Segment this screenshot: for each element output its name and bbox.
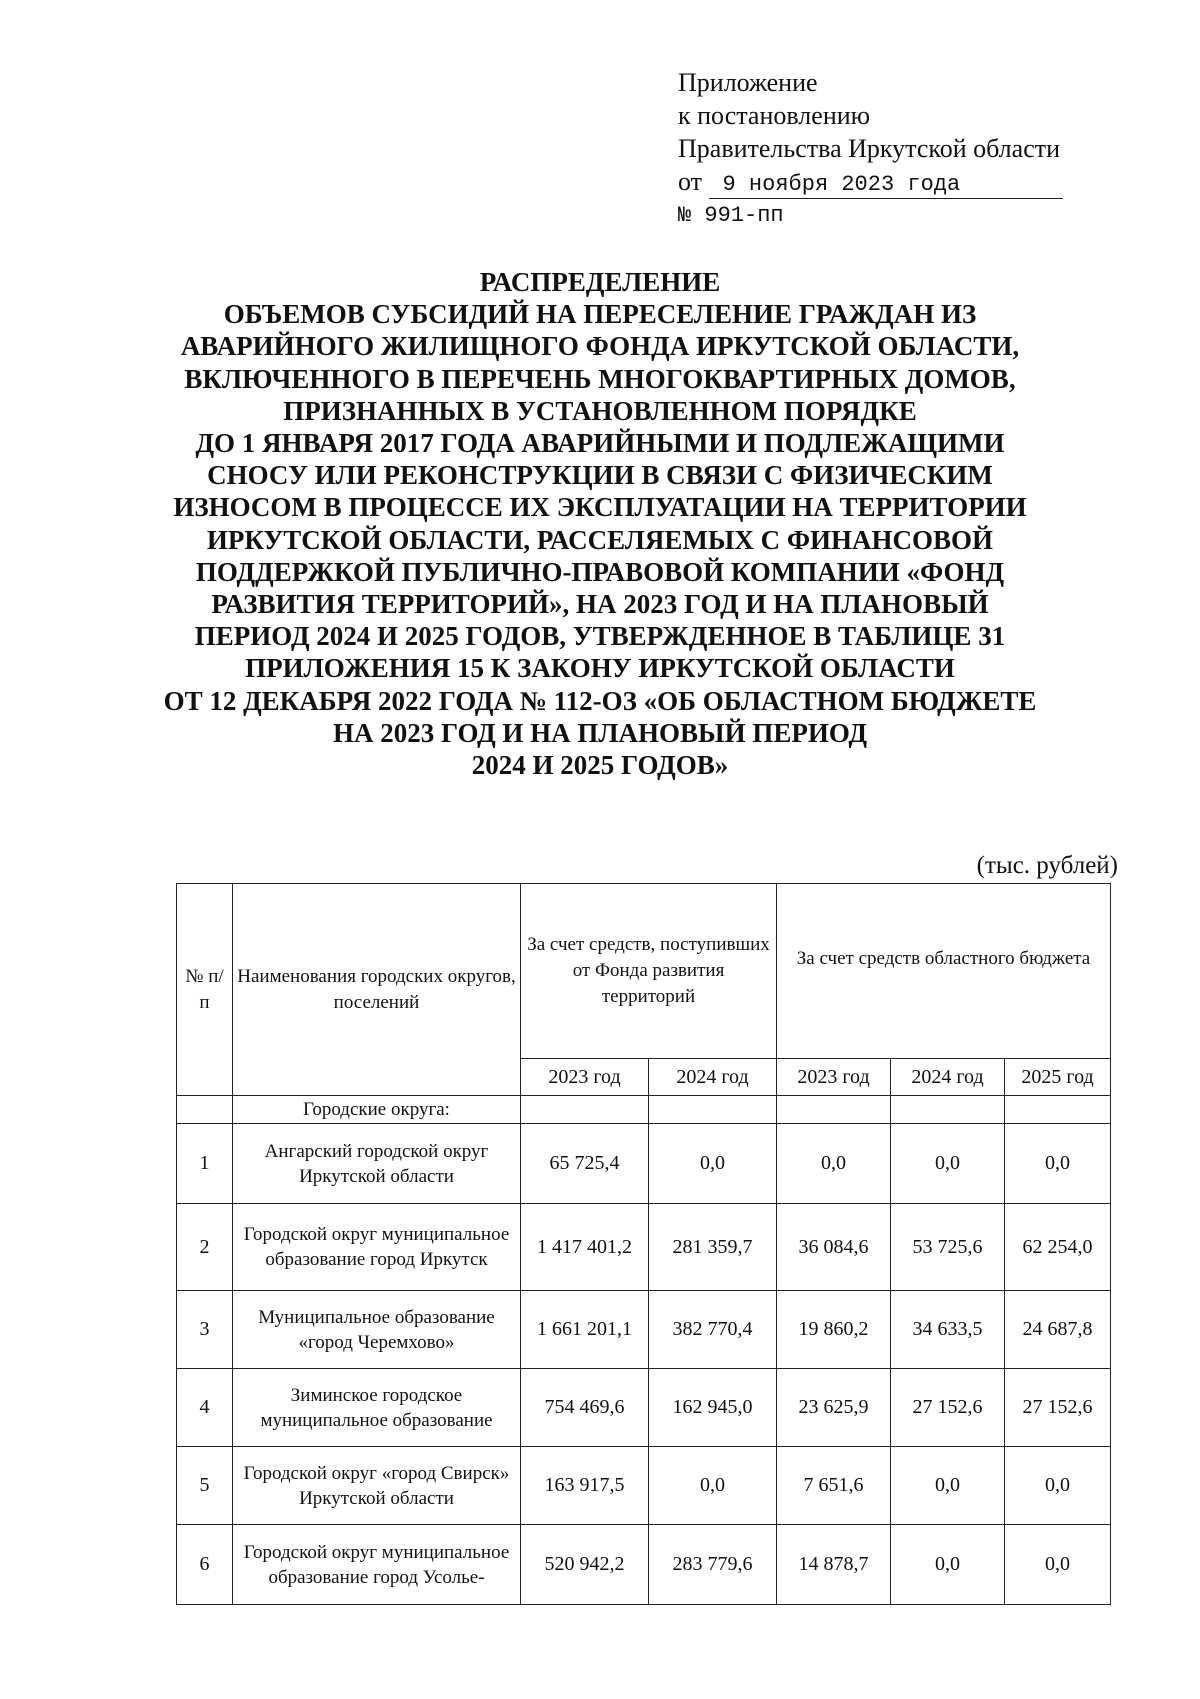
row-value: 23 625,9 xyxy=(777,1369,891,1447)
row-value: 0,0 xyxy=(891,1124,1005,1204)
subsidy-table xyxy=(176,883,1111,1605)
row-value: 1 661 201,1 xyxy=(521,1291,649,1369)
row-number: 6 xyxy=(177,1525,233,1605)
row-value: 0,0 xyxy=(1005,1124,1111,1204)
row-value: 520 942,2 xyxy=(521,1525,649,1605)
row-name: Городской округ муниципальное образование город Иркутск xyxy=(233,1204,521,1291)
row-value: 65 725,4 xyxy=(521,1124,649,1204)
title-line: ОТ 12 ДЕКАБРЯ 2022 ГОДА № 112-ОЗ «ОБ ОБЛАСТНОМ БЮДЖЕТЕ xyxy=(163,685,1037,716)
title-line: ПРИЗНАННЫХ В УСТАНОВЛЕННОМ ПОРЯДКЕ xyxy=(283,395,917,426)
row-value: 0,0 xyxy=(1005,1447,1111,1525)
section-row xyxy=(177,1096,1111,1124)
row-value: 283 779,6 xyxy=(649,1525,777,1605)
date-value: 9 ноября 2023 года xyxy=(709,172,1063,199)
title-line: СНОСУ ИЛИ РЕКОНСТРУКЦИИ В СВЯЗИ С ФИЗИЧЕСКИМ xyxy=(207,460,993,491)
row-number: 3 xyxy=(177,1291,233,1369)
attachment-line-1: Приложение xyxy=(678,68,818,97)
row-number: 4 xyxy=(177,1369,233,1447)
row-value: 281 359,7 xyxy=(649,1204,777,1291)
attachment-date-line xyxy=(678,165,1063,199)
title-line: ИЗНОСОМ В ПРОЦЕССЕ ИХ ЭКСПЛУАТАЦИИ НА ТЕРРИТОРИИ xyxy=(173,492,1027,523)
row-value: 36 084,6 xyxy=(777,1204,891,1291)
row-value: 382 770,4 xyxy=(649,1291,777,1369)
row-value: 0,0 xyxy=(891,1525,1005,1605)
row-value: 0,0 xyxy=(891,1447,1005,1525)
header-year: 2025 год xyxy=(1005,1059,1111,1096)
row-value: 0,0 xyxy=(777,1124,891,1204)
row-value: 7 651,6 xyxy=(777,1447,891,1525)
header-number: № п/п xyxy=(177,884,233,1096)
attachment-line-3: Правительства Иркутской области xyxy=(678,134,1061,163)
row-value: 27 152,6 xyxy=(1005,1369,1111,1447)
row-value: 754 469,6 xyxy=(521,1369,649,1447)
attachment-line-2: к постановлению xyxy=(678,101,871,130)
row-value: 163 917,5 xyxy=(521,1447,649,1525)
section-label: Городские округа: xyxy=(233,1096,521,1124)
row-name: Ангарский городской округ Иркутской области xyxy=(233,1124,521,1204)
title-line: НА 2023 ГОД И НА ПЛАНОВЫЙ ПЕРИОД xyxy=(332,717,868,748)
row-name: Городской округ муниципальное образование город Усолье- xyxy=(233,1525,521,1605)
row-value: 27 152,6 xyxy=(891,1369,1005,1447)
header-year: 2023 год xyxy=(777,1059,891,1096)
row-name: Городской округ «город Свирск» Иркутской области xyxy=(233,1447,521,1525)
table-row xyxy=(177,1447,1111,1525)
table-row xyxy=(177,1291,1111,1369)
document-number: № 991-пп xyxy=(678,203,784,228)
row-value: 19 860,2 xyxy=(777,1291,891,1369)
header-year: 2023 год xyxy=(521,1059,649,1096)
row-value: 1 417 401,2 xyxy=(521,1204,649,1291)
row-value: 0,0 xyxy=(649,1124,777,1204)
units-label: (тыс. рублей) xyxy=(976,852,1118,879)
row-value: 0,0 xyxy=(1005,1525,1111,1605)
table-row xyxy=(177,1525,1111,1605)
table-row xyxy=(177,1124,1111,1204)
row-value: 62 254,0 xyxy=(1005,1204,1111,1291)
title-line: АВАРИЙНОГО ЖИЛИЩНОГО ФОНДА ИРКУТСКОЙ ОБЛАСТИ, xyxy=(180,331,1020,362)
title-line: РАСПРЕДЕЛЕНИЕ xyxy=(479,267,721,297)
header-regional: За счет средств областного бюджета xyxy=(777,884,1111,1059)
header-name: Наименования городских округов, поселений xyxy=(233,884,521,1096)
header-year: 2024 год xyxy=(649,1059,777,1096)
row-number: 2 xyxy=(177,1204,233,1291)
table-row xyxy=(177,1369,1111,1447)
title-line: ДО 1 ЯНВАРЯ 2017 ГОДА АВАРИЙНЫМИ И ПОДЛЕЖАЩИМИ xyxy=(195,428,1005,459)
row-value: 34 633,5 xyxy=(891,1291,1005,1369)
header-year: 2024 год xyxy=(891,1059,1005,1096)
attachment-block xyxy=(678,66,1063,232)
title-line: ПЕРИОД 2024 И 2025 ГОДОВ, УТВЕРЖДЕННОЕ В ТАБЛИЦЕ 31 xyxy=(194,621,1006,652)
title-line: РАЗВИТИЯ ТЕРРИТОРИЙ», НА 2023 ГОД И НА ПЛАНОВЫЙ xyxy=(211,589,989,620)
table-row xyxy=(177,1204,1111,1291)
row-value: 162 945,0 xyxy=(649,1369,777,1447)
row-value: 24 687,8 xyxy=(1005,1291,1111,1369)
title-line: ПОДДЕРЖКОЙ ПУБЛИЧНО-ПРАВОВОЙ КОМПАНИИ «ФОНД xyxy=(195,556,1005,587)
row-value: 14 878,7 xyxy=(777,1525,891,1605)
title-line: 2024 И 2025 ГОДОВ» xyxy=(471,750,729,781)
row-name: Зиминское городское муниципальное образование xyxy=(233,1369,521,1447)
row-number: 1 xyxy=(177,1124,233,1204)
header-fund: За счет средств, поступивших от Фонда развития территорий xyxy=(521,884,777,1059)
title-line: ОБЪЕМОВ СУБСИДИЙ НА ПЕРЕСЕЛЕНИЕ ГРАЖДАН ИЗ xyxy=(223,299,977,330)
title-line: ИРКУТСКОЙ ОБЛАСТИ, РАССЕЛЯЕМЫХ С ФИНАНСОВОЙ xyxy=(206,524,994,555)
row-value: 53 725,6 xyxy=(891,1204,1005,1291)
title-line: ВКЛЮЧЕННОГО В ПЕРЕЧЕНЬ МНОГОКВАРТИРНЫХ ДОМОВ, xyxy=(184,363,1016,394)
title-line: ПРИЛОЖЕНИЯ 15 К ЗАКОНУ ИРКУТСКОЙ ОБЛАСТИ xyxy=(245,653,955,684)
date-prefix: от xyxy=(678,167,703,196)
row-value: 0,0 xyxy=(649,1447,777,1525)
row-number: 5 xyxy=(177,1447,233,1525)
row-name: Муниципальное образование «город Черемхово» xyxy=(233,1291,521,1369)
document-title xyxy=(150,266,1050,781)
